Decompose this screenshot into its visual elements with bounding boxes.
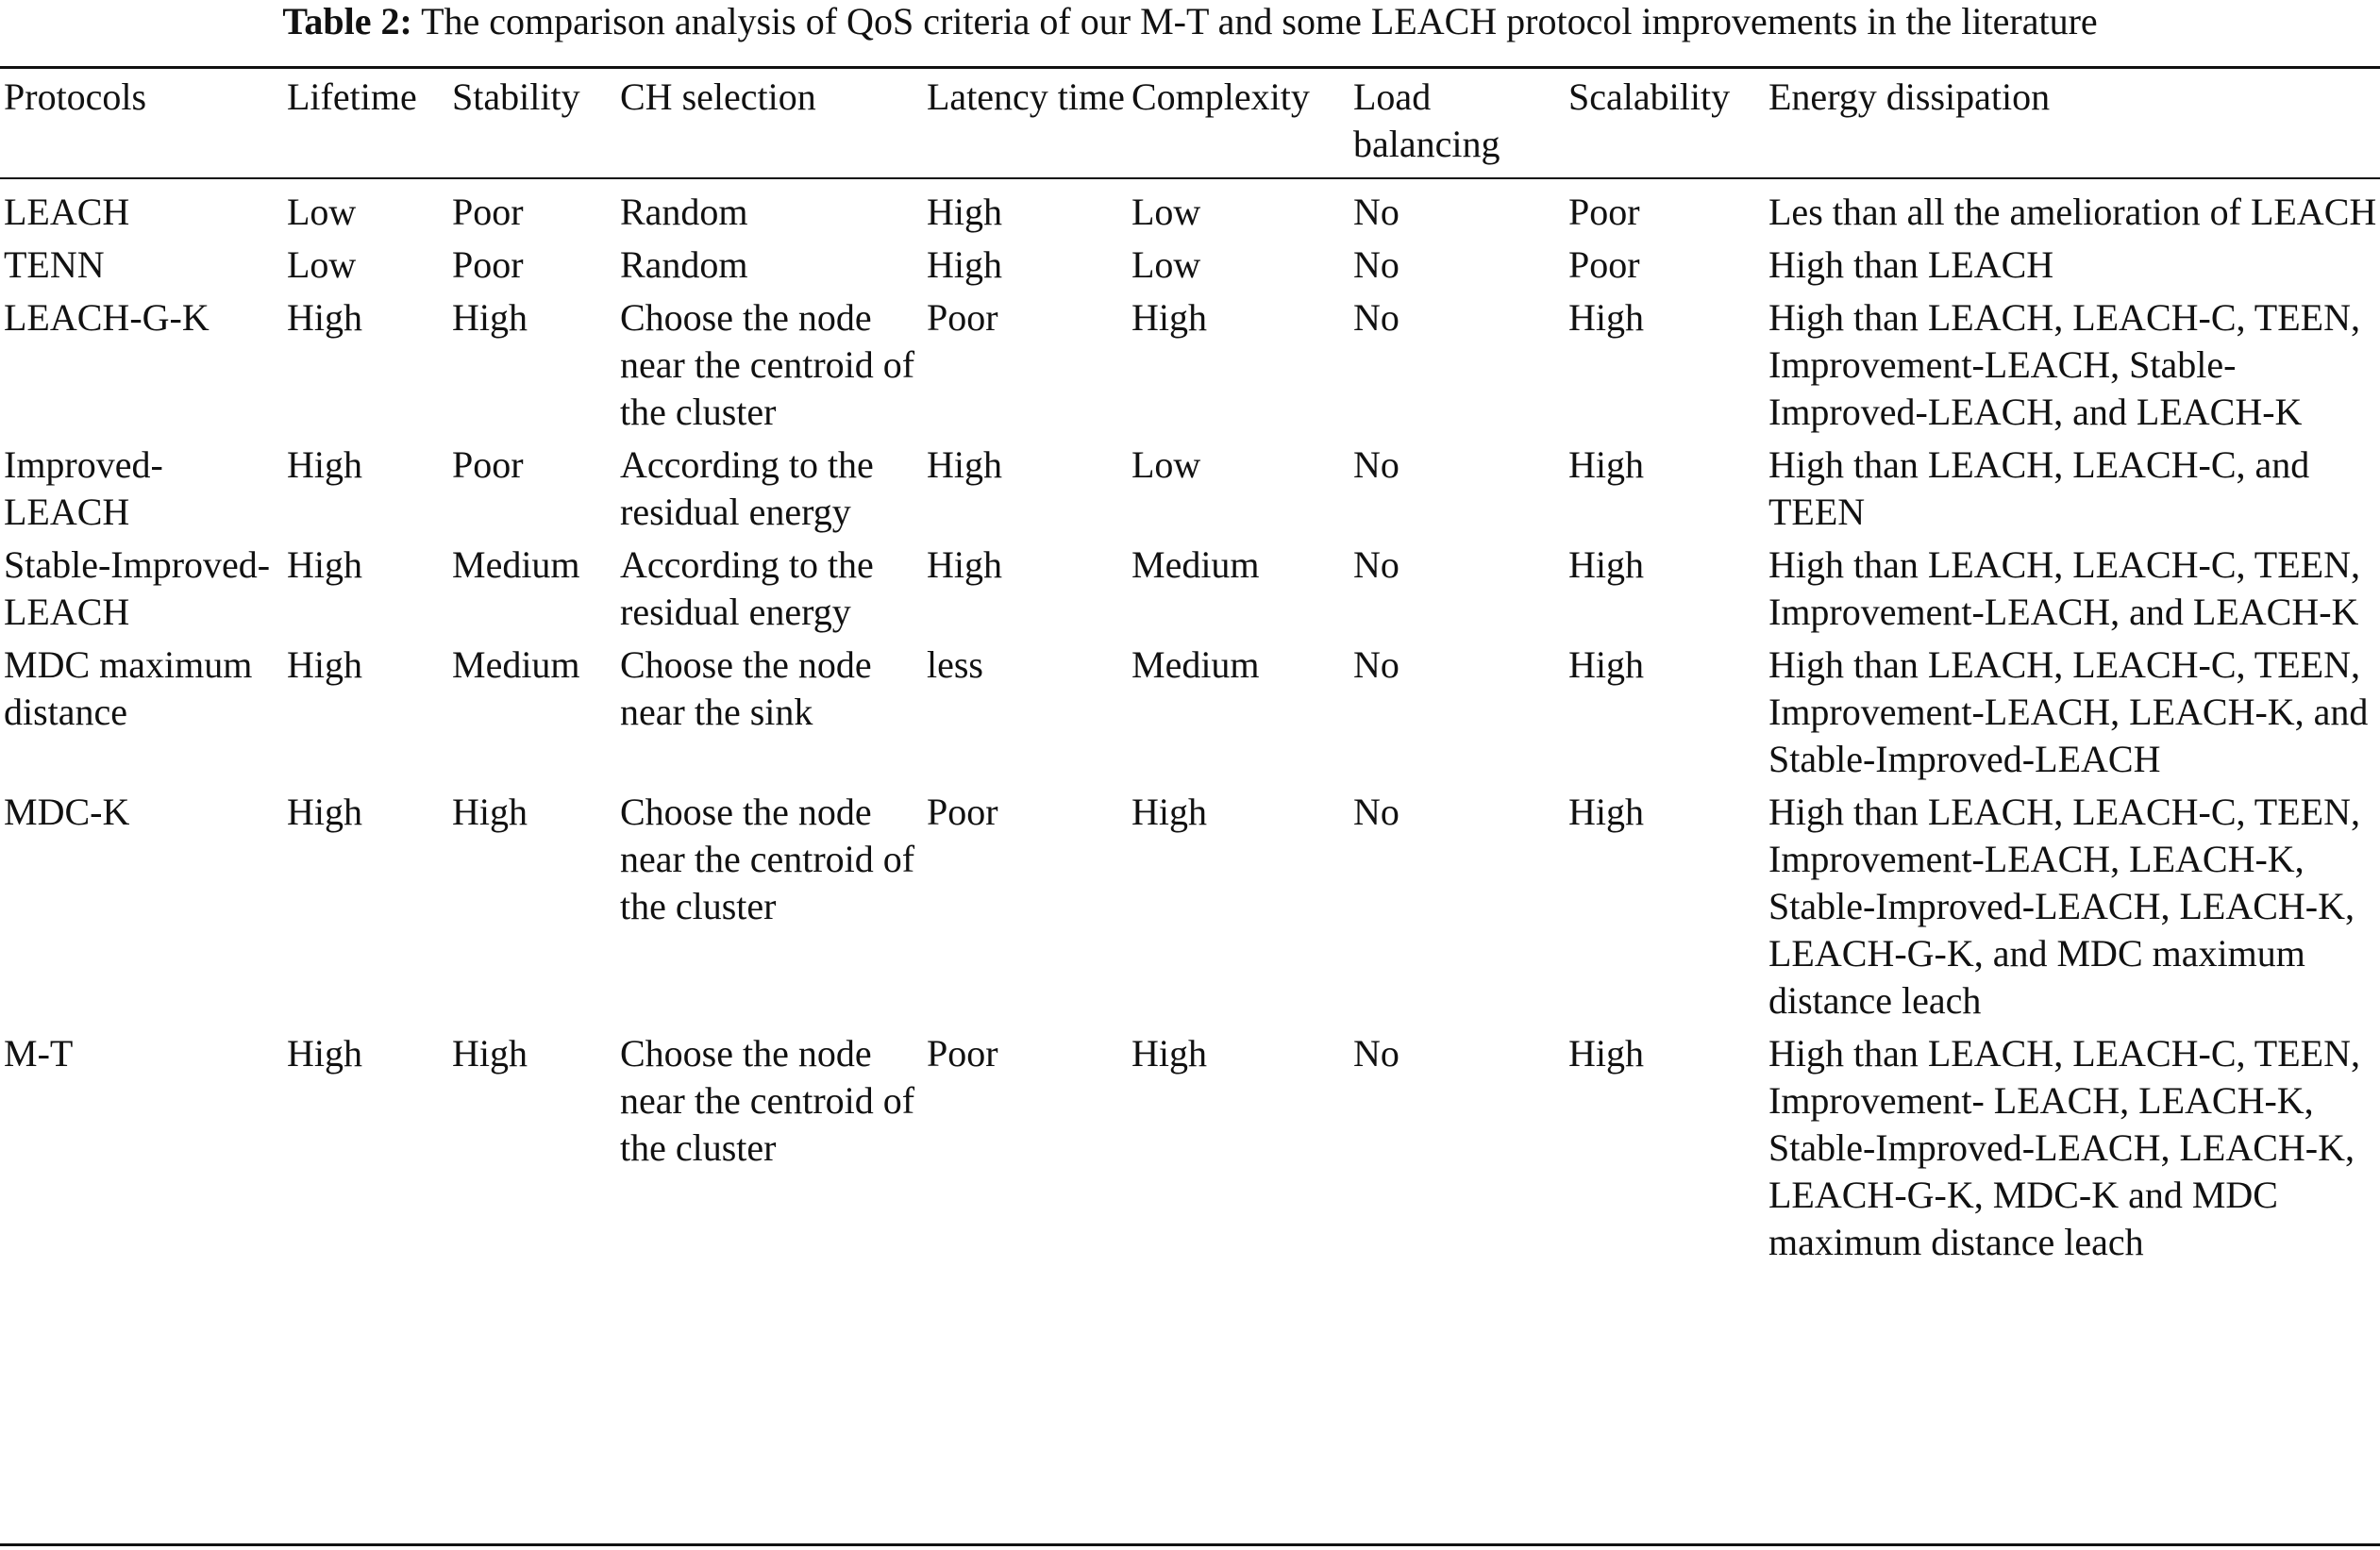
cell-protocol: LEACH-G-K [4,296,210,339]
cell-ch-selection: According to the residual energy [620,543,874,633]
cell-scalability: High [1568,1032,1644,1075]
cell-complexity: Low [1131,191,1201,233]
cell-ch-selection: Random [620,191,748,233]
cell-complexity: High [1131,296,1207,339]
table-row [0,542,2380,642]
table-row [0,294,2380,442]
cell-lifetime: High [287,543,362,586]
cell-load-balancing: No [1353,543,1400,586]
cell-lifetime: High [287,296,362,339]
cell-complexity: Medium [1131,643,1260,686]
table-row [0,1030,2380,1272]
cell-latency-time: less [927,643,983,686]
cell-stability: Poor [452,191,524,233]
column-header-ch-selection: CH selection [620,75,816,118]
cell-load-balancing: No [1353,643,1400,686]
cell-protocol: MDC-K [4,791,130,833]
cell-load-balancing: No [1353,443,1400,486]
cell-latency-time: High [927,543,1002,586]
cell-ch-selection: Choose the node near the centroid of the cluster [620,296,915,433]
cell-stability: Medium [452,543,580,586]
cell-energy-dissipation: High than LEACH, LEACH-C, TEEN, Improvement- LEACH, LEACH-K, Stable-Improved-LEACH, LEACH-K, LEACH-G-K, MDC-K and MDC maximum distance leach [1768,1032,2360,1263]
cell-energy-dissipation: High than LEACH, LEACH-C, TEEN, Improvement-LEACH, LEACH-K, and Stable-Improved-LEACH [1768,643,2369,780]
table-header-row [0,74,2380,174]
qos-comparison-table [0,74,2380,1272]
cell-scalability: High [1568,643,1644,686]
cell-stability: High [452,296,528,339]
cell-protocol: Stable-Improved-LEACH [4,543,271,633]
column-header-complexity: Complexity [1131,75,1310,118]
table-top-rule [0,66,2380,69]
cell-load-balancing: No [1353,191,1400,233]
cell-energy-dissipation: High than LEACH, LEACH-C, TEEN, Improvement-LEACH, and LEACH-K [1768,543,2360,633]
cell-stability: High [452,1032,528,1075]
cell-ch-selection: Random [620,243,748,286]
cell-stability: High [452,791,528,833]
cell-protocol: TENN [4,243,105,286]
cell-energy-dissipation: High than LEACH, LEACH-C, and TEEN [1768,443,2310,533]
cell-ch-selection: Choose the node near the sink [620,643,872,733]
table-row [0,642,2380,789]
cell-stability: Medium [452,643,580,686]
cell-complexity: High [1131,791,1207,833]
cell-lifetime: Low [287,191,357,233]
table-row [0,442,2380,542]
column-header-latency-time: Latency time [927,75,1125,118]
cell-lifetime: Low [287,243,357,286]
column-header-stability: Stability [452,75,580,118]
table-body [0,174,2380,1272]
cell-scalability: High [1568,543,1644,586]
cell-latency-time: High [927,191,1002,233]
cell-scalability: High [1568,443,1644,486]
cell-stability: Poor [452,243,524,286]
table-row [0,242,2380,294]
column-header-scalability: Scalability [1568,75,1731,118]
cell-scalability: High [1568,791,1644,833]
cell-lifetime: High [287,443,362,486]
column-header-load-balancing: Load balancing [1353,75,1500,165]
cell-scalability: Poor [1568,191,1640,233]
table-row [0,174,2380,242]
cell-protocol: M-T [4,1032,74,1075]
cell-complexity: High [1131,1032,1207,1075]
cell-complexity: Medium [1131,543,1260,586]
cell-ch-selection: Choose the node near the centroid of the cluster [620,791,915,927]
table-caption-text: The comparison analysis of QoS criteria of our M-T and some LEACH protocol improvements in the literature [421,0,2098,42]
table-row [0,789,2380,1030]
table-bottom-rule [0,1543,2380,1546]
table-caption-label: Table 2: [282,0,412,42]
cell-load-balancing: No [1353,296,1400,339]
cell-scalability: High [1568,296,1644,339]
column-header-protocols: Protocols [4,75,147,118]
cell-latency-time: Poor [927,791,998,833]
column-header-energy-dissipation: Energy dissipation [1768,75,2051,118]
cell-lifetime: High [287,643,362,686]
cell-complexity: Low [1131,243,1201,286]
cell-ch-selection: According to the residual energy [620,443,874,533]
cell-load-balancing: No [1353,791,1400,833]
cell-load-balancing: No [1353,243,1400,286]
cell-load-balancing: No [1353,1032,1400,1075]
cell-energy-dissipation: High than LEACH, LEACH-C, TEEN, Improvement-LEACH, Stable-Improved-LEACH, and LEACH-K [1768,296,2360,433]
cell-latency-time: Poor [927,1032,998,1075]
cell-latency-time: High [927,243,1002,286]
cell-protocol: MDC maximum distance [4,643,253,733]
cell-complexity: Low [1131,443,1201,486]
cell-lifetime: High [287,1032,362,1075]
cell-lifetime: High [287,791,362,833]
cell-energy-dissipation: High than LEACH, LEACH-C, TEEN, Improvement-LEACH, LEACH-K, Stable-Improved-LEACH, LEACH-K, LEACH-G-K, and MDC maximum distance leach [1768,791,2360,1022]
cell-scalability: Poor [1568,243,1640,286]
cell-stability: Poor [452,443,524,486]
cell-energy-dissipation: High than LEACH [1768,243,2054,286]
cell-protocol: LEACH [4,191,130,233]
column-header-lifetime: Lifetime [287,75,417,118]
table-caption [0,0,2380,43]
cell-latency-time: High [927,443,1002,486]
cell-protocol: Improved-LEACH [4,443,163,533]
cell-ch-selection: Choose the node near the centroid of the cluster [620,1032,915,1169]
cell-latency-time: Poor [927,296,998,339]
cell-energy-dissipation: Les than all the amelioration of LEACH [1768,191,2377,233]
